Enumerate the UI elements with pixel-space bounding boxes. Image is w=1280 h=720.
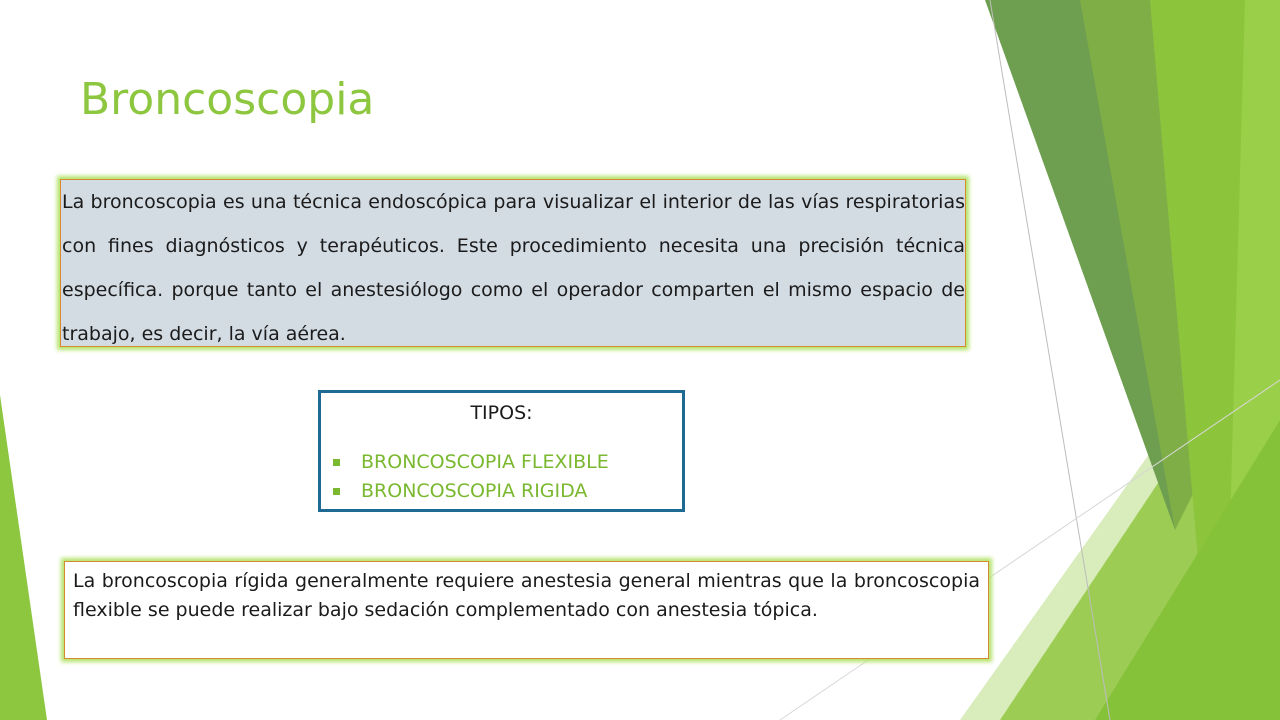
note-paragraph: La broncoscopia rígida generalmente requiere anestesia general mientras que la broncoscopia flexible se puede realizar bajo sedación complementado con anestesia tópica. [73,570,980,621]
square-bullet-icon [333,488,340,495]
intro-text-box [60,179,966,347]
deco-triangle-left [0,395,47,720]
note-text-box [64,561,989,659]
square-bullet-icon [333,459,340,466]
list-item [333,448,609,477]
types-list [333,448,609,506]
list-item [333,477,609,506]
list-item-label: BRONCOSCOPIA FLEXIBLE [361,451,609,473]
intro-paragraph: La broncoscopia es una técnica endoscópica para visualizar el interior de las vías respiratorias con fines diagnósticos y terapéuticos. Este procedimiento necesita una precisión técnica específica. porque tanto el anestesiólogo como el operador comparten el mismo espacio de trabajo, es decir, la vía aérea. [62,191,965,345]
slide-title: Broncoscopia [80,74,375,125]
types-heading: TIPOS: [470,402,533,424]
list-item-label: BRONCOSCOPIA RIGIDA [361,480,588,502]
types-box [318,390,685,512]
